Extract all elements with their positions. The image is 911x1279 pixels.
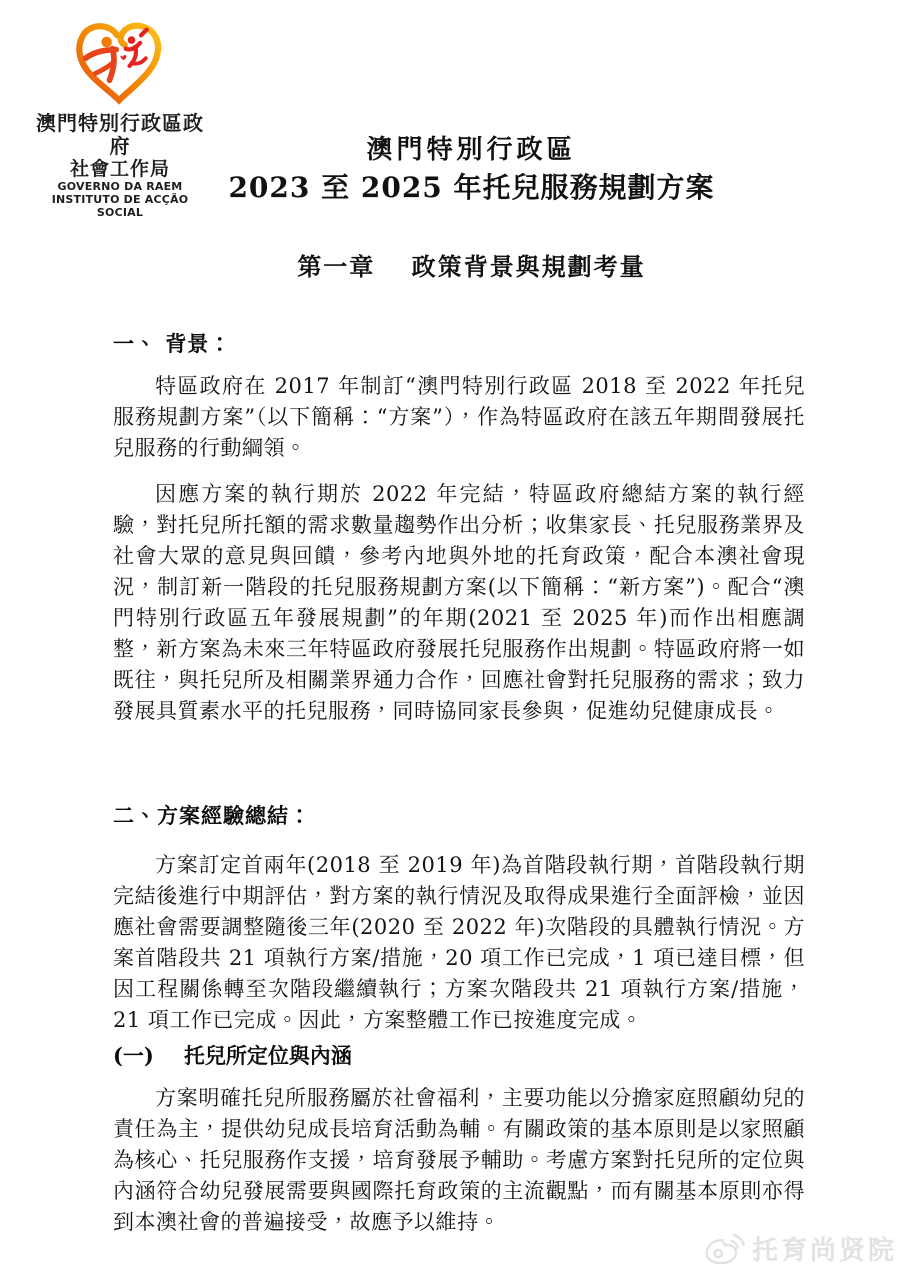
weibo-icon	[704, 1232, 746, 1265]
document-body	[113, 328, 805, 1238]
section-1-heading: 一、 背景：	[113, 331, 232, 356]
org-name-portuguese-bureau: INSTITUTO DE ACÇÃO SOCIAL	[51, 193, 189, 219]
section-1-paragraph-2: 因應方案的執行期於 2022 年完結，特區政府總結方案的執行經驗，對托兒所托額的需求數量趨勢作出分析；收集家長、托兒服務業界及社會大眾的意見與回饋，參考內地與外地的托育政策，配合本澳社會現況，制訂新一階段的托兒服務規劃方案(以下簡稱：“新方案”)。配合“澳門特別行政區五年發展規劃”的年期(2021 至 2025 年)而作出相應調整，新方案為未來三年特區政府發展托兒服務作出規劃。特區政府將一如既往，與托兒所及相關業界通力合作，回應社會對托兒服務的需求；致力發展具質素水平的托兒服務，同時協同家長參與，促進幼兒健康成長。	[113, 482, 805, 723]
org-name-portuguese-government: GOVERNO DA RAEM	[57, 180, 183, 193]
section-1-paragraph-1: 特區政府在 2017 年制訂“澳門特別行政區 2018 至 2022 年托兒服務規劃方案”（以下簡稱：“方案”），作為特區政府在該五年期間發展托兒服務的行動綱領。	[113, 374, 805, 460]
watermark	[704, 1230, 897, 1267]
org-name-chinese-government: 澳門特別行政區政府	[36, 111, 204, 158]
section-2-heading: 二、方案經驗總結：	[113, 803, 311, 828]
subsection-1-paragraph-1: 方案明確托兒所服務屬於社會福利，主要功能以分擔家庭照顧幼兒的責任為主，提供幼兒成長培育活動為輔。有關政策的基本原則是以家照顧為核心、托兒服務作支援，培育發展予輔助。考慮方案對托兒所的定位與內涵符合幼兒發展需要與國際托育政策的主流觀點，而有關基本原則亦得到本澳社會的普遍接受，故應予以維持。	[113, 1086, 805, 1234]
chapter-heading: 第一章 政策背景與規劃考量	[297, 252, 646, 281]
watermark-text: 托育尚贤院	[751, 1236, 897, 1266]
org-name-chinese-bureau: 社會工作局	[69, 158, 170, 180]
section-2-paragraph-1: 方案訂定首兩年(2018 至 2019 年)為首階段執行期，首階段執行期完結後進行中期評估，對方案的執行情況及取得成果進行全面評檢，並因應社會需要調整隨後三年(2020 至 2022 年)次階段的具體執行情況。方案首階段共 21 項執行方案/措施，20 項工作已完成，1 項已達目標，但因工程關係轉至次階段繼續執行；方案次階段共 21 項執行方案/措施，21 項工作已完成。因此，方案整體工作已按進度完成。	[113, 853, 805, 1032]
document-title-plan-line: 2023 至 2025 年托兒服務規劃方案	[228, 171, 715, 204]
subsection-1-number: (一)	[113, 1043, 154, 1068]
document-title-region-line: 澳門特別行政區	[366, 135, 577, 165]
social-welfare-bureau-heart-logo-icon	[72, 20, 168, 106]
subsection-1-heading	[113, 1040, 805, 1071]
subsection-1-title: 托兒所定位與內涵	[183, 1043, 352, 1068]
